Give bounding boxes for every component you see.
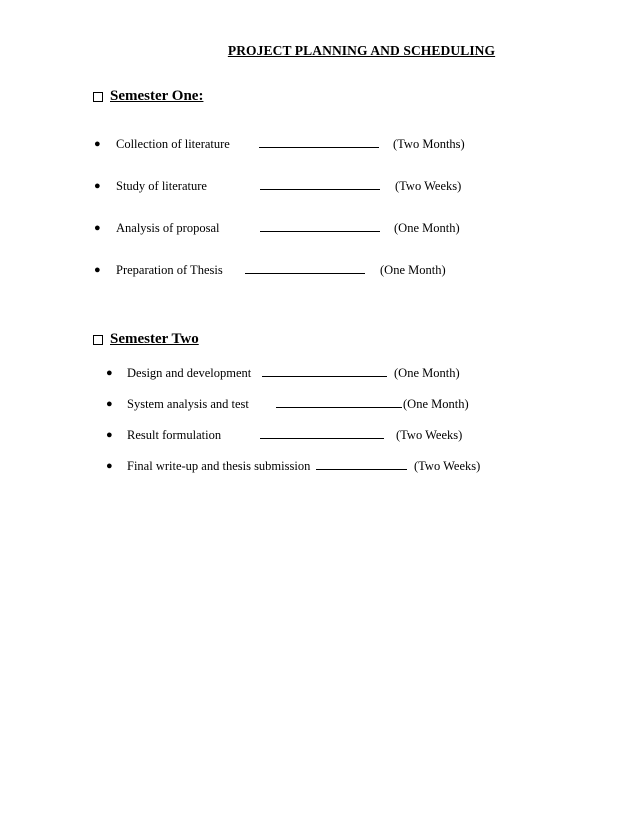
duration-label: (Two Weeks) bbox=[396, 428, 463, 442]
task-label: Preparation of Thesis bbox=[116, 263, 223, 277]
blank-line bbox=[316, 458, 407, 470]
section-heading-label: Semester Two bbox=[110, 331, 199, 347]
duration-label: (One Month) bbox=[380, 263, 446, 277]
bullet-icon: ● bbox=[106, 398, 113, 410]
list-item bbox=[0, 458, 638, 474]
task-label: Final write-up and thesis submission bbox=[127, 459, 311, 473]
duration-label: (Two Weeks) bbox=[414, 459, 481, 473]
task-label: Collection of literature bbox=[116, 137, 230, 151]
duration-label: (One Month) bbox=[394, 221, 460, 235]
task-label: Design and development bbox=[127, 366, 252, 380]
bullet-icon: ● bbox=[94, 222, 101, 234]
section-heading-semester-one bbox=[93, 88, 203, 105]
section-heading-label: Semester One: bbox=[110, 88, 204, 104]
list-item bbox=[0, 365, 638, 381]
bullet-icon: ● bbox=[106, 367, 113, 379]
bullet-icon: ● bbox=[94, 180, 101, 192]
list-item bbox=[0, 178, 638, 194]
task-label: Study of literature bbox=[116, 179, 207, 193]
list-item bbox=[0, 427, 638, 443]
duration-label: (One Month) bbox=[394, 366, 460, 380]
blank-line bbox=[260, 178, 380, 190]
blank-line bbox=[259, 136, 379, 148]
checkbox-icon bbox=[93, 335, 103, 345]
list-item bbox=[0, 262, 638, 278]
blank-line bbox=[260, 427, 384, 439]
task-label: Analysis of proposal bbox=[116, 221, 220, 235]
blank-line bbox=[260, 220, 380, 232]
list-item bbox=[0, 396, 638, 412]
bullet-icon: ● bbox=[106, 429, 113, 441]
bullet-icon: ● bbox=[106, 460, 113, 472]
task-label: System analysis and test bbox=[127, 397, 249, 411]
task-label: Result formulation bbox=[127, 428, 222, 442]
page-title: PROJECT PLANNING AND SCHEDULING bbox=[227, 43, 496, 58]
section-heading-semester-two bbox=[93, 331, 199, 348]
blank-line bbox=[245, 262, 365, 274]
bullet-icon: ● bbox=[94, 138, 101, 150]
bullet-icon: ● bbox=[94, 264, 101, 276]
blank-line bbox=[262, 365, 387, 377]
duration-label: (Two Weeks) bbox=[395, 179, 462, 193]
blank-line bbox=[276, 396, 402, 408]
list-item bbox=[0, 136, 638, 152]
list-item bbox=[0, 220, 638, 236]
checkbox-icon bbox=[93, 92, 103, 102]
duration-label: (Two Months) bbox=[393, 137, 465, 151]
duration-label: (One Month) bbox=[403, 397, 469, 411]
